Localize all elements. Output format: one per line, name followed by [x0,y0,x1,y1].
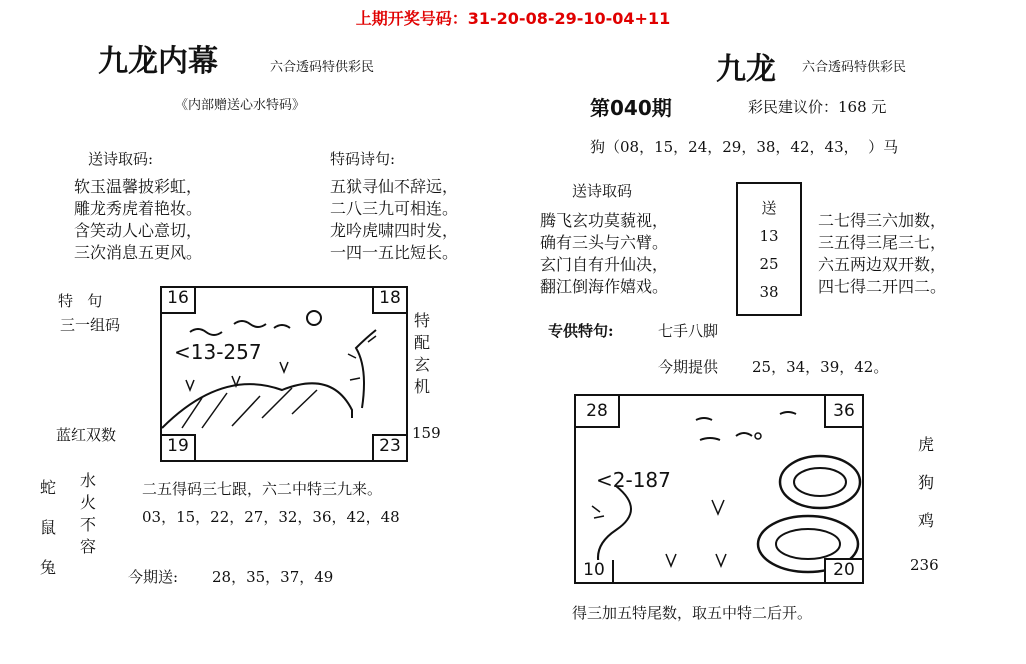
riddle-line: 六五两边双开数， [818,255,947,274]
side-char: 机 [413,377,430,396]
poem-line: 龙吟虎啸四时发， [330,221,459,240]
landscape-sketch-icon [162,288,406,460]
send-box-number: 38 [759,283,779,301]
send-box-content [738,194,800,306]
zodiac-char: 虎 [917,435,934,454]
panel-corner-bottom-left: 10 [574,560,614,584]
send-box-number: 13 [759,227,779,245]
riddle-line: 二七得三六加数， [818,211,947,230]
special-value: 七手八脚 [658,322,719,340]
today-label: 今期送: [128,568,179,586]
left-poem [74,176,202,264]
send-box [736,182,802,316]
left-subtitle: 六合透码特供彩民 [270,60,375,75]
poem-line: 含笑动人心意切， [74,221,203,240]
left-side-number: 159 [412,424,441,442]
group-label: 三一组码 [60,316,121,334]
right-subtitle: 六合透码特供彩民 [802,60,907,75]
issue-number: 第040期 [590,96,672,120]
provide-label: 今期提供 [658,358,719,376]
right-sketch-panel [574,394,864,584]
element-char: 不 [79,515,96,534]
right-side-number: 236 [910,556,939,574]
left-sketch-panel [160,286,408,462]
zodiac-char: 狗 [917,473,934,492]
left-title: 九龙内幕 [98,44,218,79]
te-label: 特 句 [58,292,103,310]
right-riddle [818,210,946,298]
right-title: 九龙 [716,52,776,87]
left-numbers: 03，15，22，27，32，36，42，48 [142,508,400,526]
element-char: 火 [79,493,96,512]
right-zodiac-column [916,426,936,540]
poem-line: 软玉温馨披彩虹， [74,177,203,196]
panel-corner-bottom-left: 19 [160,434,196,462]
poem-line: 翻江倒海作嬉戏。 [540,277,669,296]
right-poem-heading: 送诗取码 [572,182,633,200]
riddle-line: 三五得三尾三七， [818,233,947,252]
poem-line: 玄门自有升仙决， [540,255,669,274]
dog-horse-line: 狗（08，15，24，29，38，42，43， ）马 [590,138,899,156]
panel-corner-top-left: 16 [160,286,196,314]
element-char: 容 [79,537,96,556]
panel-corner-top-right: 18 [372,286,408,314]
left-gift-line: 《内部赠送心水特码》 [175,98,306,113]
poem-line: 五狱寻仙不辞远， [330,177,459,196]
price-line: 彩民建议价：168 元 [748,98,887,116]
zodiac-column [38,468,58,588]
panel-corner-top-left: 28 [574,394,620,428]
left-special-poem [330,176,458,264]
color-label: 蓝红双数 [56,426,117,444]
zodiac-char: 兔 [39,558,56,577]
zodiac-char: 鼠 [39,518,56,537]
send-box-label: 送 [761,199,777,217]
left-sketch-text: <13-257 [174,340,262,364]
panel-corner-top-right: 36 [824,394,864,428]
element-char: 水 [79,471,96,490]
element-column [78,470,98,558]
right-sketch-text: <2-187 [596,468,671,492]
panel-corner-bottom-right: 23 [372,434,408,462]
last-draw-banner: 上期开奖号码：31-20-08-29-10-04+11 [355,9,671,28]
poem-line: 腾飞玄功莫藐视， [540,211,669,230]
poem-line: 确有三头与六臂。 [540,233,669,252]
side-char: 配 [413,333,430,352]
left-special-heading: 特码诗句: [330,150,396,168]
zodiac-char: 鸡 [917,511,934,530]
poem-line: 雕龙秀虎着艳妆。 [74,199,203,218]
left-hint: 二五得码三七跟，六二中特三九来。 [142,480,383,498]
left-side-text [412,310,432,398]
side-char: 特 [413,311,430,330]
poem-line: 二八三九可相连。 [330,199,459,218]
send-box-number: 25 [759,255,779,273]
right-footer: 得三加五特尾数，取五中特二后开。 [572,604,813,622]
left-poem-heading: 送诗取码: [88,150,154,168]
provide-numbers: 25，34，39，42。 [752,358,889,376]
riddle-line: 四七得二开四二。 [818,277,947,296]
zodiac-char: 蛇 [39,478,56,497]
panel-corner-bottom-right: 20 [824,558,864,584]
poem-line: 三次消息五更风。 [74,243,203,262]
right-poem [540,210,668,298]
special-label: 专供特句: [548,322,614,340]
poem-line: 一四一五比短长。 [330,243,459,262]
side-char: 玄 [413,355,430,374]
today-numbers: 28，35，37，49 [212,568,334,586]
